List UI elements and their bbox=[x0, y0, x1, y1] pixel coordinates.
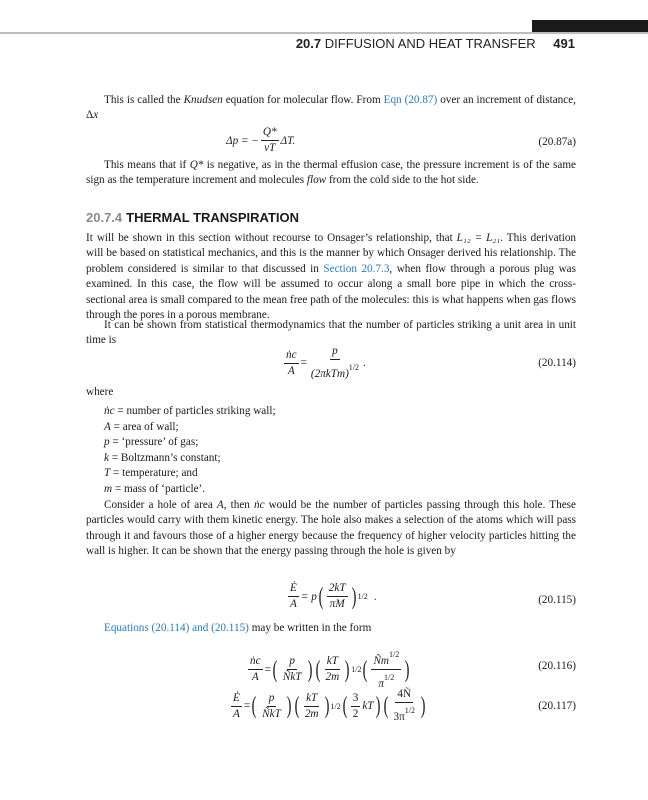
equation-20-114 bbox=[86, 343, 576, 383]
left-paren: ( bbox=[272, 656, 278, 683]
numerator: Q* bbox=[261, 126, 279, 141]
denominator: 2 bbox=[352, 707, 359, 720]
definition-item bbox=[104, 420, 276, 436]
equation-20-87a bbox=[86, 122, 576, 162]
definition: = ‘pressure’ of gas; bbox=[109, 436, 199, 449]
denominator: A bbox=[287, 364, 295, 377]
denominator: A bbox=[233, 707, 240, 720]
paragraph-hole bbox=[86, 498, 576, 560]
math: Q* bbox=[189, 159, 204, 171]
paragraph-q-star bbox=[86, 158, 576, 189]
fraction bbox=[309, 345, 361, 381]
numerator: ṅc bbox=[248, 655, 263, 670]
section-heading bbox=[86, 210, 299, 225]
eq-rhs: ΔT. bbox=[280, 134, 296, 147]
equation-20-116 bbox=[86, 644, 576, 688]
symbol: p bbox=[104, 436, 110, 449]
right-paren: ) bbox=[351, 583, 356, 610]
equals: = bbox=[264, 663, 271, 676]
fraction bbox=[231, 692, 242, 721]
numerator: p bbox=[287, 655, 297, 670]
numerator: 4Ñ bbox=[395, 688, 413, 703]
fraction bbox=[260, 692, 283, 721]
right-paren: ) bbox=[375, 693, 380, 719]
eq-lhs: Δp = − bbox=[226, 134, 259, 147]
symbol: m bbox=[104, 482, 113, 495]
fraction bbox=[261, 126, 279, 155]
left-paren: ( bbox=[251, 693, 257, 719]
text: over an increment of distance, Δ bbox=[86, 94, 576, 122]
text: This means that if bbox=[104, 159, 190, 171]
definition-item bbox=[104, 482, 276, 498]
paragraph-intro bbox=[86, 231, 576, 323]
where-text: where bbox=[86, 386, 114, 398]
text: would be the number of particles passing through this hole. These particles would carry with them kinetic energy. The hole also makes a selection of the atoms which will pass through it and favours those of a higher energy because the frequency of higher velocity particles hitting the wall is higher. It can be shown that the energy passing through the hole is given by bbox=[86, 499, 576, 558]
equals: = bbox=[243, 700, 251, 712]
right-paren: ) bbox=[404, 656, 410, 683]
equations-link[interactable]: Equations (20.114) and (20.115) bbox=[104, 622, 249, 634]
section-title: THERMAL TRANSPIRATION bbox=[126, 210, 300, 225]
text: . This derivation will be based on statistical mechanics, and this is the manner by which Onsager derived his relationship. The problem considered is similar to that discussed in bbox=[86, 232, 577, 275]
equation-number: (20.114) bbox=[538, 357, 576, 369]
equation-number: (20.87a) bbox=[538, 136, 576, 148]
numerator: Ė bbox=[288, 582, 299, 597]
numerator: ṅc bbox=[284, 349, 299, 364]
text: This is called the bbox=[104, 94, 184, 106]
header-section-title: DIFFUSION AND HEAT TRANSFER bbox=[324, 36, 536, 51]
header-rule bbox=[0, 32, 648, 34]
denominator: 2m bbox=[325, 671, 340, 683]
left-paren: ( bbox=[294, 693, 300, 719]
numerator bbox=[371, 648, 401, 670]
denominator-base: 3π bbox=[393, 711, 405, 723]
page-number: 491 bbox=[553, 36, 575, 51]
left-paren: ( bbox=[383, 693, 388, 719]
equation-20-115 bbox=[86, 580, 576, 620]
numerator: 3 bbox=[351, 692, 361, 707]
paragraph-form bbox=[86, 621, 576, 636]
definition: = mass of ‘particle’. bbox=[112, 482, 206, 495]
math: L₁₂ = L₂₁ bbox=[456, 232, 501, 244]
symbol: T bbox=[104, 467, 111, 480]
header-section-number: 20.7 bbox=[295, 36, 322, 51]
symbol: k bbox=[104, 451, 109, 464]
symbol: ṅc bbox=[104, 405, 115, 417]
definition: = Boltzmann’s constant; bbox=[108, 451, 221, 464]
fraction bbox=[288, 582, 299, 611]
text: Consider a hole of area bbox=[104, 499, 217, 511]
denominator: πM bbox=[329, 598, 345, 610]
left-paren: ( bbox=[318, 583, 324, 610]
factor: kT bbox=[362, 700, 374, 712]
equals: = bbox=[300, 357, 307, 369]
denominator: vT bbox=[264, 142, 276, 154]
exponent: 1/2 bbox=[384, 673, 395, 682]
definition: = area of wall; bbox=[110, 420, 179, 433]
fraction bbox=[327, 582, 348, 611]
numerator: kT bbox=[304, 692, 319, 707]
math: x bbox=[93, 109, 99, 122]
left-paren: ( bbox=[363, 656, 368, 683]
fraction bbox=[324, 655, 342, 684]
right-paren: ) bbox=[286, 693, 292, 719]
equation-number: (20.115) bbox=[538, 594, 576, 606]
text: It will be shown in this section without recourse to Onsager’s relationship, that bbox=[86, 232, 457, 244]
right-paren: ) bbox=[344, 656, 350, 683]
fraction bbox=[248, 655, 263, 684]
equation-number: (20.116) bbox=[538, 660, 576, 672]
definition-item bbox=[104, 435, 276, 451]
exponent: 1/2 bbox=[389, 650, 400, 659]
text: may be written in the form bbox=[248, 622, 372, 634]
text: from the cold side to the hot side. bbox=[326, 174, 479, 187]
math: A bbox=[216, 499, 224, 511]
denominator: ÑkT bbox=[282, 671, 302, 683]
eqn-link[interactable]: Eqn (20.87) bbox=[383, 94, 438, 106]
fraction bbox=[351, 692, 361, 721]
exponent: 1/2 bbox=[351, 665, 362, 674]
definition: = temperature; and bbox=[110, 467, 198, 480]
denominator bbox=[392, 703, 417, 724]
definition-item bbox=[104, 466, 276, 482]
eq-mid: = p bbox=[300, 590, 317, 603]
text: , when flow through a porous plug was examined. In this case, the flow will be assumed to occur along a small bore pipe in which the cross-sectional area is small compared to the mean free path of the molecules: this is what happens when gas flows through the pores in a porous membrane. bbox=[86, 262, 577, 322]
fraction bbox=[284, 349, 299, 378]
definition-item bbox=[104, 451, 276, 467]
running-header bbox=[296, 36, 575, 51]
emphasis: Knudsen bbox=[183, 94, 223, 106]
denominator bbox=[309, 360, 361, 381]
right-paren: ) bbox=[324, 693, 329, 719]
left-paren: ( bbox=[342, 693, 348, 719]
fraction bbox=[281, 655, 304, 684]
numerator: p bbox=[330, 345, 340, 360]
header-bar bbox=[532, 20, 648, 32]
denominator-base: (2πkTm) bbox=[310, 368, 349, 380]
numerator: kT bbox=[325, 655, 340, 670]
section-link[interactable]: Section 20.7.3 bbox=[323, 262, 390, 275]
symbol: A bbox=[104, 420, 111, 433]
denominator-base: π bbox=[378, 678, 385, 690]
equation-number: (20.117) bbox=[538, 700, 576, 712]
right-paren: ) bbox=[307, 656, 312, 683]
exponent: 1/2 bbox=[357, 592, 368, 601]
emphasis: flow bbox=[306, 174, 327, 187]
exponent: 1/2 bbox=[404, 706, 415, 715]
definitions-list bbox=[104, 404, 276, 498]
math: ṅc bbox=[253, 499, 265, 511]
period: . bbox=[363, 357, 366, 369]
text: , then bbox=[223, 499, 254, 511]
definition-item bbox=[104, 404, 276, 420]
fraction bbox=[392, 688, 417, 724]
denominator: ÑkT bbox=[262, 707, 281, 720]
section-number: 20.7.4 bbox=[86, 210, 123, 225]
definition: = number of particles striking wall; bbox=[114, 405, 276, 417]
numerator: 2kT bbox=[327, 582, 348, 597]
numerator: p bbox=[267, 692, 277, 707]
numerator-base: Ñm bbox=[373, 655, 389, 667]
denominator: A bbox=[251, 671, 259, 683]
paragraph-knudsen bbox=[86, 93, 576, 124]
denominator: 2m bbox=[304, 707, 319, 720]
exponent: 1/2 bbox=[330, 701, 341, 711]
period: . bbox=[373, 590, 377, 603]
paragraph-statistical: It can be shown from statistical thermodynamics that the number of particles striking a unit area in unit time is bbox=[86, 319, 576, 347]
right-paren: ) bbox=[420, 693, 426, 719]
text: equation for molecular flow. From bbox=[222, 94, 384, 106]
left-paren: ( bbox=[315, 656, 320, 683]
fraction bbox=[303, 692, 321, 721]
equation-20-117 bbox=[86, 684, 576, 728]
text: is negative, as in the thermal effusion case, the pressure increment is of the same sign as the temperature increment and molecules bbox=[86, 159, 576, 187]
denominator: A bbox=[290, 598, 297, 610]
numerator: Ė bbox=[231, 692, 242, 707]
exponent: 1/2 bbox=[348, 363, 360, 372]
